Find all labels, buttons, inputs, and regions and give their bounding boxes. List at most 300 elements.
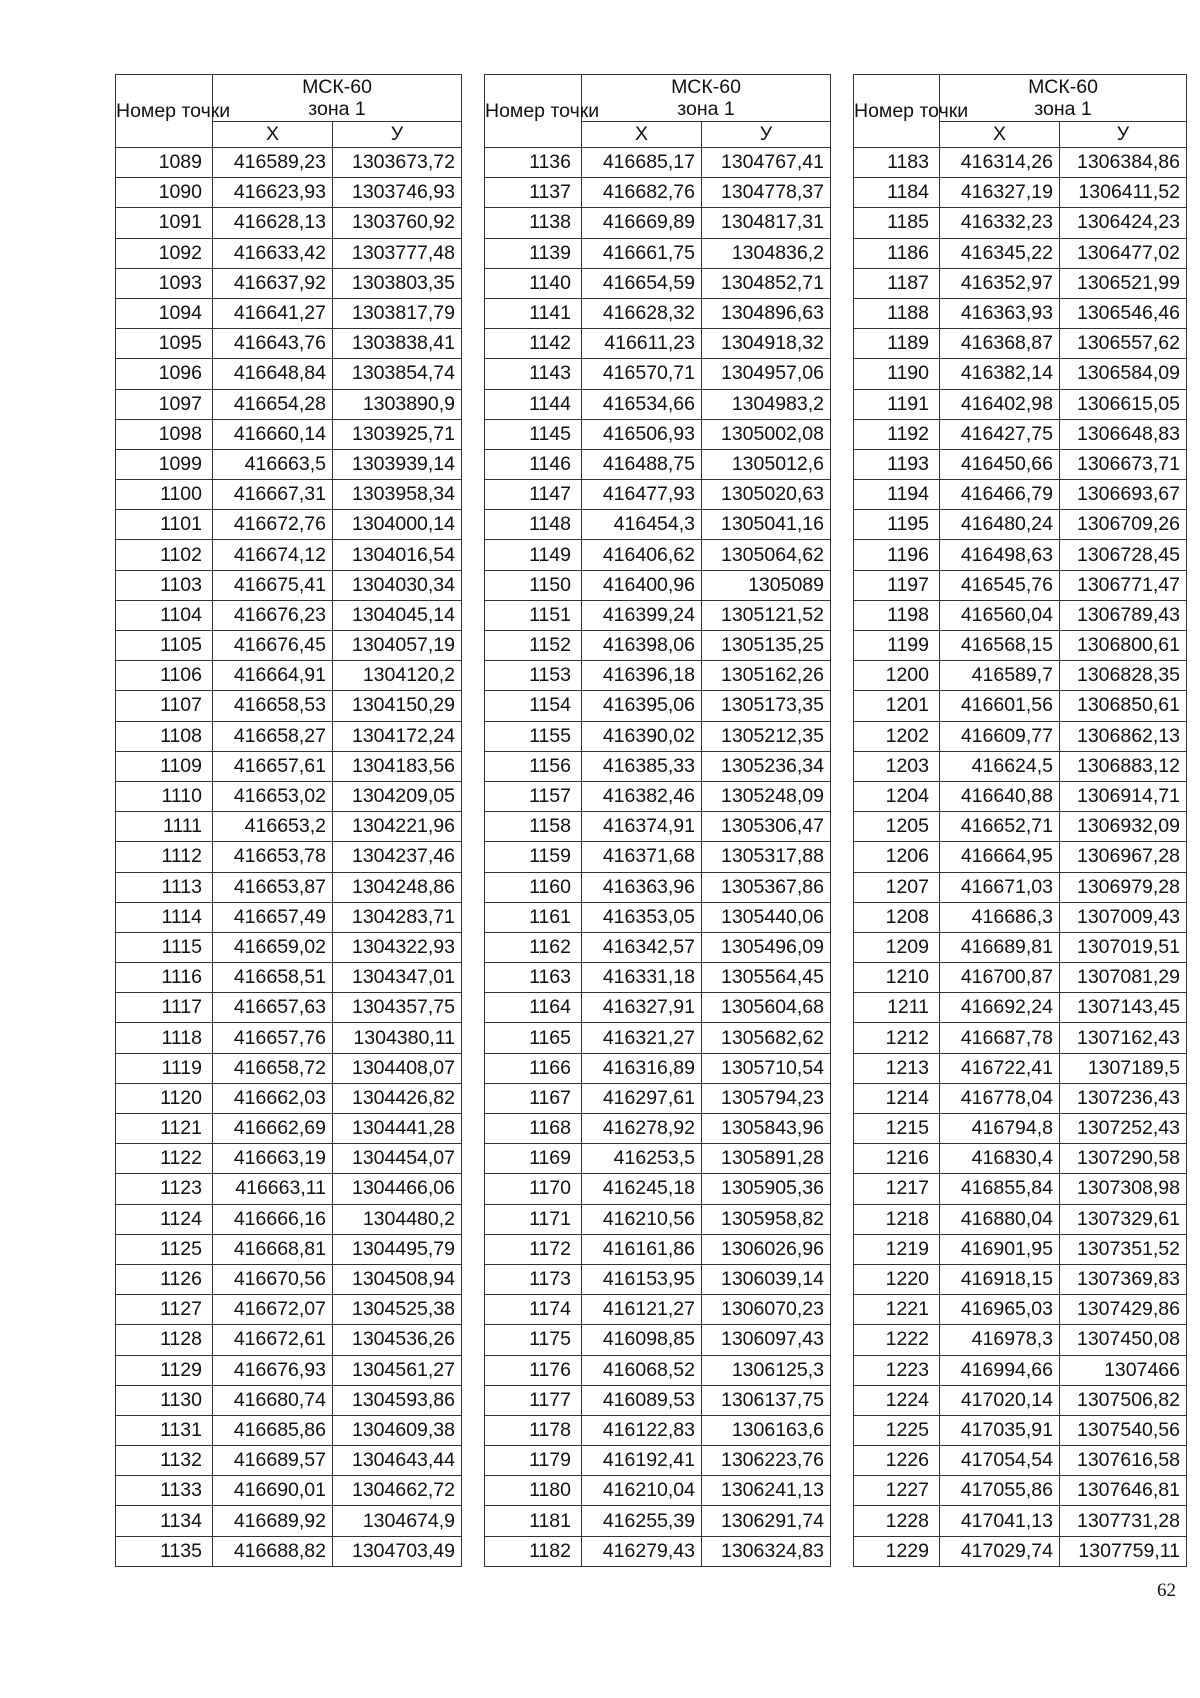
x-coordinate-cell: 416210,56 — [582, 1204, 702, 1234]
table-row — [854, 1355, 1187, 1385]
point-number-cell: 1128 — [116, 1325, 213, 1355]
table-row — [116, 963, 462, 993]
point-number-cell: 1109 — [116, 751, 213, 781]
point-number-cell: 1167 — [485, 1083, 582, 1113]
table-row — [854, 751, 1187, 781]
table-row — [485, 1053, 831, 1083]
table-row — [854, 1023, 1187, 1053]
y-coordinate-cell: 1304454,07 — [333, 1144, 462, 1174]
table-row — [854, 963, 1187, 993]
x-coordinate-cell: 416668,81 — [213, 1234, 333, 1264]
y-coordinate-cell: 1306163,6 — [702, 1415, 831, 1445]
y-coordinate-cell: 1305173,35 — [702, 691, 831, 721]
x-coordinate-cell: 416672,07 — [213, 1295, 333, 1325]
point-number-cell: 1135 — [116, 1536, 213, 1566]
y-coordinate-cell: 1305891,28 — [702, 1144, 831, 1174]
table-row — [116, 1023, 462, 1053]
table-row — [485, 1446, 831, 1476]
y-coordinate-cell: 1304817,31 — [702, 208, 831, 238]
x-coordinate-cell: 416654,28 — [213, 389, 333, 419]
point-number-cell: 1106 — [116, 661, 213, 691]
table-row — [485, 480, 831, 510]
y-coordinate-cell: 1304508,94 — [333, 1264, 462, 1294]
point-number-cell: 1170 — [485, 1174, 582, 1204]
table-row — [116, 781, 462, 811]
x-coordinate-cell: 416657,76 — [213, 1023, 333, 1053]
table-row — [116, 1144, 462, 1174]
table-row — [854, 1415, 1187, 1445]
table-row — [485, 1415, 831, 1445]
point-number-cell: 1148 — [485, 510, 582, 540]
point-number-cell: 1176 — [485, 1355, 582, 1385]
table-row — [485, 932, 831, 962]
x-coordinate-cell: 416402,98 — [940, 389, 1060, 419]
x-coordinate-cell: 416506,93 — [582, 419, 702, 449]
table-row — [854, 148, 1187, 178]
table-row — [854, 872, 1187, 902]
y-coordinate-cell: 1305162,26 — [702, 661, 831, 691]
x-coordinate-cell: 416830,4 — [940, 1144, 1060, 1174]
y-coordinate-cell: 1307466 — [1060, 1355, 1187, 1385]
table-row — [485, 781, 831, 811]
x-coordinate-cell: 417041,13 — [940, 1506, 1060, 1536]
y-coordinate-cell: 1305089 — [702, 570, 831, 600]
point-number-cell: 1120 — [116, 1083, 213, 1113]
y-coordinate-cell: 1306584,09 — [1060, 359, 1187, 389]
x-coordinate-cell: 416667,31 — [213, 480, 333, 510]
table-row — [854, 661, 1187, 691]
point-number-cell: 1151 — [485, 600, 582, 630]
point-number-cell: 1183 — [854, 148, 940, 178]
x-coordinate-cell: 416363,96 — [582, 872, 702, 902]
table-row — [116, 480, 462, 510]
point-number-cell: 1216 — [854, 1144, 940, 1174]
table-row — [854, 1264, 1187, 1294]
point-number-cell: 1118 — [116, 1023, 213, 1053]
y-coordinate-cell: 1304150,29 — [333, 691, 462, 721]
table-row — [485, 268, 831, 298]
y-coordinate-cell: 1304380,11 — [333, 1023, 462, 1053]
x-coordinate-cell: 417020,14 — [940, 1385, 1060, 1415]
y-coordinate-cell: 1307143,45 — [1060, 993, 1187, 1023]
table-row — [116, 842, 462, 872]
table-row — [854, 1446, 1187, 1476]
point-number-cell: 1175 — [485, 1325, 582, 1355]
x-coordinate-cell: 416385,33 — [582, 751, 702, 781]
point-number-cell: 1123 — [116, 1174, 213, 1204]
point-number-cell: 1142 — [485, 329, 582, 359]
table-row — [485, 721, 831, 751]
x-coordinate-cell: 416978,3 — [940, 1325, 1060, 1355]
table-row — [854, 842, 1187, 872]
point-number-cell: 1158 — [485, 812, 582, 842]
table-row — [485, 148, 831, 178]
table-row — [116, 329, 462, 359]
point-number-cell: 1139 — [485, 238, 582, 268]
y-coordinate-cell: 1306324,83 — [702, 1536, 831, 1566]
coordinate-table-2 — [484, 74, 831, 1567]
point-number-cell: 1198 — [854, 600, 940, 630]
y-coordinate-cell: 1305905,36 — [702, 1174, 831, 1204]
header-y: У — [333, 122, 462, 148]
point-number-cell: 1131 — [116, 1415, 213, 1445]
table-row — [854, 1174, 1187, 1204]
x-coordinate-cell: 416427,75 — [940, 419, 1060, 449]
table-row — [854, 902, 1187, 932]
point-number-cell: 1152 — [485, 631, 582, 661]
table-row — [485, 208, 831, 238]
table-row — [116, 661, 462, 691]
table-body — [116, 148, 462, 1567]
y-coordinate-cell: 1306883,12 — [1060, 751, 1187, 781]
x-coordinate-cell: 416253,5 — [582, 1144, 702, 1174]
point-number-cell: 1173 — [485, 1264, 582, 1294]
x-coordinate-cell: 416611,23 — [582, 329, 702, 359]
point-number-cell: 1193 — [854, 449, 940, 479]
y-coordinate-cell: 1306615,05 — [1060, 389, 1187, 419]
y-coordinate-cell: 1305440,06 — [702, 902, 831, 932]
x-coordinate-cell: 416675,41 — [213, 570, 333, 600]
x-coordinate-cell: 416640,88 — [940, 781, 1060, 811]
point-number-cell: 1221 — [854, 1295, 940, 1325]
point-number-cell: 1116 — [116, 963, 213, 993]
x-coordinate-cell: 416657,49 — [213, 902, 333, 932]
header-point-number: Номер точки — [116, 75, 213, 148]
point-number-cell: 1224 — [854, 1385, 940, 1415]
point-number-cell: 1133 — [116, 1476, 213, 1506]
table-row — [854, 691, 1187, 721]
point-number-cell: 1112 — [116, 842, 213, 872]
coordinate-table-1 — [115, 74, 462, 1567]
table-row — [485, 963, 831, 993]
x-coordinate-cell: 417055,86 — [940, 1476, 1060, 1506]
x-coordinate-cell: 416666,16 — [213, 1204, 333, 1234]
point-number-cell: 1107 — [116, 691, 213, 721]
table-row — [116, 1415, 462, 1445]
y-coordinate-cell: 1305212,35 — [702, 721, 831, 751]
y-coordinate-cell: 1305794,23 — [702, 1083, 831, 1113]
header-x: Х — [582, 122, 702, 148]
point-number-cell: 1205 — [854, 812, 940, 842]
y-coordinate-cell: 1304525,38 — [333, 1295, 462, 1325]
point-number-cell: 1111 — [116, 812, 213, 842]
x-coordinate-cell: 416794,8 — [940, 1114, 1060, 1144]
point-number-cell: 1197 — [854, 570, 940, 600]
table-row — [116, 359, 462, 389]
x-coordinate-cell: 416643,76 — [213, 329, 333, 359]
y-coordinate-cell: 1304662,72 — [333, 1476, 462, 1506]
table-row — [854, 1506, 1187, 1536]
point-number-cell: 1209 — [854, 932, 940, 962]
y-coordinate-cell: 1304357,75 — [333, 993, 462, 1023]
point-number-cell: 1132 — [116, 1446, 213, 1476]
point-number-cell: 1204 — [854, 781, 940, 811]
table-row — [116, 812, 462, 842]
point-number-cell: 1207 — [854, 872, 940, 902]
x-coordinate-cell: 416672,61 — [213, 1325, 333, 1355]
y-coordinate-cell: 1306557,62 — [1060, 329, 1187, 359]
x-coordinate-cell: 416664,91 — [213, 661, 333, 691]
x-coordinate-cell: 416676,45 — [213, 631, 333, 661]
y-coordinate-cell: 1304016,54 — [333, 540, 462, 570]
x-coordinate-cell: 416664,95 — [940, 842, 1060, 872]
point-number-cell: 1101 — [116, 510, 213, 540]
x-coordinate-cell: 416880,04 — [940, 1204, 1060, 1234]
x-coordinate-cell: 416089,53 — [582, 1385, 702, 1415]
x-coordinate-cell: 416682,76 — [582, 178, 702, 208]
table-row — [485, 1114, 831, 1144]
table-row — [854, 781, 1187, 811]
point-number-cell: 1154 — [485, 691, 582, 721]
x-coordinate-cell: 416689,57 — [213, 1446, 333, 1476]
table-row — [854, 721, 1187, 751]
point-number-cell: 1140 — [485, 268, 582, 298]
point-number-cell: 1228 — [854, 1506, 940, 1536]
x-coordinate-cell: 416466,79 — [940, 480, 1060, 510]
point-number-cell: 1127 — [116, 1295, 213, 1325]
y-coordinate-cell: 1304643,44 — [333, 1446, 462, 1476]
x-coordinate-cell: 416657,63 — [213, 993, 333, 1023]
y-coordinate-cell: 1303838,41 — [333, 329, 462, 359]
x-coordinate-cell: 416641,27 — [213, 298, 333, 328]
y-coordinate-cell: 1303939,14 — [333, 449, 462, 479]
y-coordinate-cell: 1303803,35 — [333, 268, 462, 298]
y-coordinate-cell: 1306477,02 — [1060, 238, 1187, 268]
point-number-cell: 1195 — [854, 510, 940, 540]
y-coordinate-cell: 1305958,82 — [702, 1204, 831, 1234]
x-coordinate-cell: 416687,78 — [940, 1023, 1060, 1053]
point-number-cell: 1137 — [485, 178, 582, 208]
header-system-name: МСК-60 — [1028, 76, 1098, 98]
y-coordinate-cell: 1305317,88 — [702, 842, 831, 872]
y-coordinate-cell: 1306850,61 — [1060, 691, 1187, 721]
header-zone: зона 1 — [677, 98, 735, 120]
x-coordinate-cell: 416689,81 — [940, 932, 1060, 962]
point-number-cell: 1196 — [854, 540, 940, 570]
point-number-cell: 1171 — [485, 1204, 582, 1234]
coordinate-table-3 — [853, 74, 1187, 1567]
y-coordinate-cell: 1307290,58 — [1060, 1144, 1187, 1174]
table-row — [116, 993, 462, 1023]
table-row — [116, 540, 462, 570]
point-number-cell: 1222 — [854, 1325, 940, 1355]
y-coordinate-cell: 1307540,56 — [1060, 1415, 1187, 1445]
y-coordinate-cell: 1306800,61 — [1060, 631, 1187, 661]
y-coordinate-cell: 1304347,01 — [333, 963, 462, 993]
y-coordinate-cell: 1306693,67 — [1060, 480, 1187, 510]
x-coordinate-cell: 416633,42 — [213, 238, 333, 268]
y-coordinate-cell: 1305710,54 — [702, 1053, 831, 1083]
x-coordinate-cell: 416663,11 — [213, 1174, 333, 1204]
header-system — [940, 75, 1187, 122]
x-coordinate-cell: 416918,15 — [940, 1264, 1060, 1294]
point-number-cell: 1122 — [116, 1144, 213, 1174]
point-number-cell: 1164 — [485, 993, 582, 1023]
x-coordinate-cell: 416658,27 — [213, 721, 333, 751]
y-coordinate-cell: 1306673,71 — [1060, 449, 1187, 479]
table-row — [116, 1174, 462, 1204]
y-coordinate-cell: 1304593,86 — [333, 1385, 462, 1415]
table-row — [485, 1083, 831, 1113]
point-number-cell: 1223 — [854, 1355, 940, 1385]
x-coordinate-cell: 416663,5 — [213, 449, 333, 479]
table-row — [485, 329, 831, 359]
x-coordinate-cell: 416568,15 — [940, 631, 1060, 661]
point-number-cell: 1113 — [116, 872, 213, 902]
table-row — [854, 1476, 1187, 1506]
x-coordinate-cell: 416623,93 — [213, 178, 333, 208]
point-number-cell: 1201 — [854, 691, 940, 721]
y-coordinate-cell: 1305020,63 — [702, 480, 831, 510]
x-coordinate-cell: 416662,69 — [213, 1114, 333, 1144]
table-row — [116, 1506, 462, 1536]
y-coordinate-cell: 1304183,56 — [333, 751, 462, 781]
x-coordinate-cell: 416498,63 — [940, 540, 1060, 570]
x-coordinate-cell: 416686,3 — [940, 902, 1060, 932]
table-row — [116, 1446, 462, 1476]
y-coordinate-cell: 1305564,45 — [702, 963, 831, 993]
point-number-cell: 1150 — [485, 570, 582, 600]
point-number-cell: 1226 — [854, 1446, 940, 1476]
y-coordinate-cell: 1305064,62 — [702, 540, 831, 570]
table-row — [485, 178, 831, 208]
point-number-cell: 1186 — [854, 238, 940, 268]
header-system-name: МСК-60 — [671, 76, 741, 98]
y-coordinate-cell: 1305121,52 — [702, 600, 831, 630]
point-number-cell: 1104 — [116, 600, 213, 630]
point-number-cell: 1227 — [854, 1476, 940, 1506]
x-coordinate-cell: 416331,18 — [582, 963, 702, 993]
y-coordinate-cell: 1303760,92 — [333, 208, 462, 238]
point-number-cell: 1089 — [116, 148, 213, 178]
y-coordinate-cell: 1305236,34 — [702, 751, 831, 781]
point-number-cell: 1124 — [116, 1204, 213, 1234]
header-zone: зона 1 — [1034, 98, 1092, 120]
header-y: У — [702, 122, 831, 148]
point-number-cell: 1146 — [485, 449, 582, 479]
header-point-number: Номер точки — [485, 75, 582, 148]
y-coordinate-cell: 1304674,9 — [333, 1506, 462, 1536]
table-row — [854, 329, 1187, 359]
x-coordinate-cell: 416374,91 — [582, 812, 702, 842]
y-coordinate-cell: 1304536,26 — [333, 1325, 462, 1355]
point-number-cell: 1161 — [485, 902, 582, 932]
y-coordinate-cell: 1307646,81 — [1060, 1476, 1187, 1506]
point-number-cell: 1138 — [485, 208, 582, 238]
x-coordinate-cell: 416245,18 — [582, 1174, 702, 1204]
x-coordinate-cell: 416570,71 — [582, 359, 702, 389]
x-coordinate-cell: 416454,3 — [582, 510, 702, 540]
point-number-cell: 1218 — [854, 1204, 940, 1234]
table-row — [116, 1325, 462, 1355]
x-coordinate-cell: 416327,91 — [582, 993, 702, 1023]
table-row — [116, 631, 462, 661]
table-row — [116, 1053, 462, 1083]
table-row — [485, 359, 831, 389]
table-row — [116, 570, 462, 600]
page-number: 62 — [1157, 1580, 1176, 1601]
y-coordinate-cell: 1305041,16 — [702, 510, 831, 540]
point-number-cell: 1155 — [485, 721, 582, 751]
point-number-cell: 1130 — [116, 1385, 213, 1415]
table-row — [485, 1536, 831, 1566]
table-row — [854, 993, 1187, 1023]
table-row — [116, 1355, 462, 1385]
y-coordinate-cell: 1305604,68 — [702, 993, 831, 1023]
table-row — [854, 298, 1187, 328]
point-number-cell: 1108 — [116, 721, 213, 751]
table-row — [854, 1234, 1187, 1264]
y-coordinate-cell: 1305843,96 — [702, 1114, 831, 1144]
x-coordinate-cell: 416396,18 — [582, 661, 702, 691]
table-row — [485, 449, 831, 479]
point-number-cell: 1093 — [116, 268, 213, 298]
y-coordinate-cell: 1303746,93 — [333, 178, 462, 208]
x-coordinate-cell: 416658,72 — [213, 1053, 333, 1083]
table-row — [116, 389, 462, 419]
y-coordinate-cell: 1306026,96 — [702, 1234, 831, 1264]
table-row — [854, 449, 1187, 479]
point-number-cell: 1102 — [116, 540, 213, 570]
y-coordinate-cell: 1304120,2 — [333, 661, 462, 691]
y-coordinate-cell: 1303817,79 — [333, 298, 462, 328]
y-coordinate-cell: 1306648,83 — [1060, 419, 1187, 449]
table-row — [854, 389, 1187, 419]
point-number-cell: 1162 — [485, 932, 582, 962]
point-number-cell: 1144 — [485, 389, 582, 419]
x-coordinate-cell: 416398,06 — [582, 631, 702, 661]
point-number-cell: 1214 — [854, 1083, 940, 1113]
x-coordinate-cell: 416153,95 — [582, 1264, 702, 1294]
table-row — [116, 178, 462, 208]
y-coordinate-cell: 1304426,82 — [333, 1083, 462, 1113]
y-coordinate-cell: 1304172,24 — [333, 721, 462, 751]
x-coordinate-cell: 416661,75 — [582, 238, 702, 268]
x-coordinate-cell: 416660,14 — [213, 419, 333, 449]
x-coordinate-cell: 416353,05 — [582, 902, 702, 932]
x-coordinate-cell: 416342,57 — [582, 932, 702, 962]
x-coordinate-cell: 416352,97 — [940, 268, 1060, 298]
table-row — [116, 1264, 462, 1294]
table-row — [485, 1174, 831, 1204]
point-number-cell: 1172 — [485, 1234, 582, 1264]
y-coordinate-cell: 1305367,86 — [702, 872, 831, 902]
table-row — [854, 1536, 1187, 1566]
x-coordinate-cell: 416279,43 — [582, 1536, 702, 1566]
point-number-cell: 1156 — [485, 751, 582, 781]
table-row — [116, 1385, 462, 1415]
point-number-cell: 1179 — [485, 1446, 582, 1476]
table-row — [485, 1234, 831, 1264]
point-number-cell: 1211 — [854, 993, 940, 1023]
table-row — [116, 1536, 462, 1566]
x-coordinate-cell: 416534,66 — [582, 389, 702, 419]
y-coordinate-cell: 1304000,14 — [333, 510, 462, 540]
x-coordinate-cell: 416637,92 — [213, 268, 333, 298]
x-coordinate-cell: 416560,04 — [940, 600, 1060, 630]
x-coordinate-cell: 416994,66 — [940, 1355, 1060, 1385]
table-row — [485, 902, 831, 932]
point-number-cell: 1189 — [854, 329, 940, 359]
table-row — [485, 872, 831, 902]
y-coordinate-cell: 1307329,61 — [1060, 1204, 1187, 1234]
point-number-cell: 1213 — [854, 1053, 940, 1083]
y-coordinate-cell: 1307759,11 — [1060, 1536, 1187, 1566]
x-coordinate-cell: 416624,5 — [940, 751, 1060, 781]
y-coordinate-cell: 1305002,08 — [702, 419, 831, 449]
x-coordinate-cell: 416068,52 — [582, 1355, 702, 1385]
table-row — [485, 1144, 831, 1174]
